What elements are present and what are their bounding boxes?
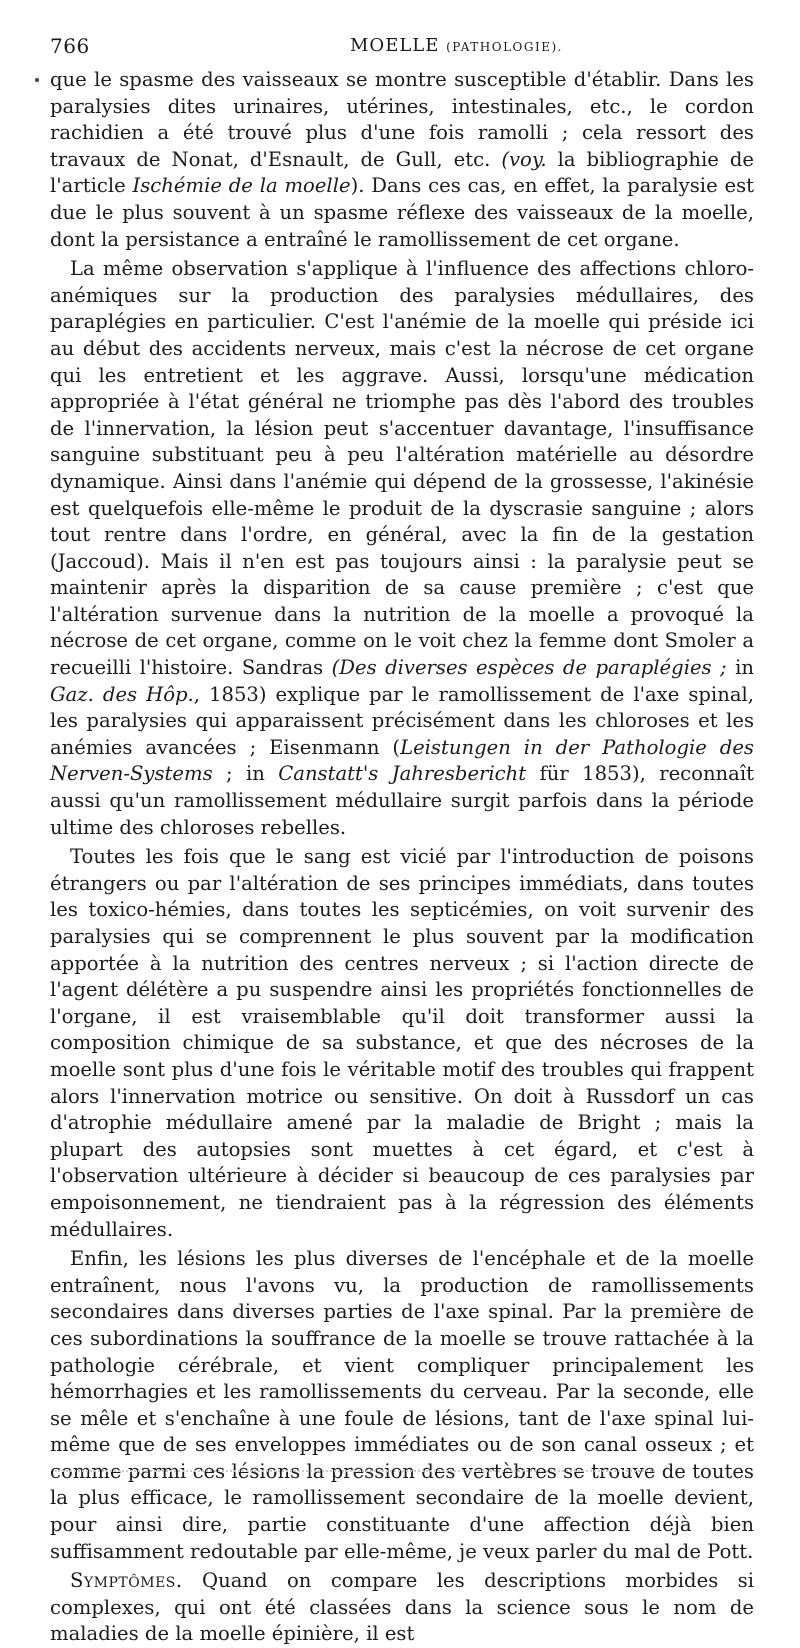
paragraph-2-ref-canstatt: Canstatt's Jahresbericht — [278, 762, 527, 786]
paragraph-1-text: que le spasme des vaisseaux se montre susceptible d'établir. Dans les paralysies dites urinaires, utérines, intestinales, etc., le cordon rachidien a été trouvé plus d'une fois ramolli ; cela ressort des travaux de Nonat, d'Esnault, de Gull, etc. — [50, 68, 754, 171]
page-number: 766 — [50, 34, 90, 58]
ink-speck — [35, 78, 39, 82]
paragraph-2-text-c: für 1853), reconnaît aussi qu'un ramollissement médullaire surgit parfois dans la période ultime des chloroses rebelles. — [50, 762, 755, 839]
running-subtitle: (PATHOLOGIE). — [446, 40, 563, 54]
paragraph-1-mid: la bibliographie de l'article — [50, 147, 754, 198]
paragraph-4: Enfin, les lésions les plus diverses de l'encéphale et de la moelle entraînent, nous l'avons vu, la production de ramollissements secondaires dans diverses parties de l'axe spinal. Par la première de ces subordinations la souffrance de la moelle se trouve rattachée à la pathologie cérébrale, et vient compliquer principalement les hémorrhagies et les ramollissements du cerveau. Par la seconde, elle se mêle et s'enchaîne à une foule de lésions, tant de l'axe spinal lui-même que de ses enveloppes immédiates ou de son canal osseux ; et comme parmi ces lésions la pression des vertèbres se trouve de toutes la plus efficace, le ramollissement secondaire de la moelle devient, pour ainsi dire, partie constituante d'une affection déjà bien suffisamment redoutable par elle-même, je veux parler du mal de Pott. — [50, 1247, 754, 1563]
paragraph-1-end: ). Dans ces cas, en effet, la paralysie est due le plus souvent à un spasme réflexe des vaisseaux de la moelle, dont la persistance a entraîné le ramollissement de cet organe. — [50, 174, 755, 251]
paragraph-2-in-2: ; in — [212, 762, 279, 786]
paragraph-5 — [50, 1568, 754, 1648]
paragraph-2-text-a: La même observation s'applique à l'influence des affections chloro-anémiques sur la production des paralysies médullaires, des paraplégies en particulier. C'est l'anémie de la moelle qui préside ici au début des accidents nerveux, mais c'est la nécrose de cet organe qui les entretient et les aggrave. Aussi, lorsqu'une médication appropriée à l'état général ne triomphe pas dès l'abord des troubles de l'innervation, la lésion peut s'accentuer davantage, l'insuffisance sanguine substituant peu à peu l'altération matérielle au désordre dynamique. Ainsi dans l'anémie qui dépend de la grossesse, l'akinésie est quelquefois elle-même le produit de la dyscrasie sanguine ; alors tout rentre dans l'ordre, en général, avec la fin de la gestation (Jaccoud). Mais il n'en est pas toujours ainsi : la paralysie peut se maintenir après la disparition de sa cause première ; c'est que l'altération survenue dans la nutrition de la moelle a provoqué la nécrose de cet organe, comme on le voit chez la femme dont Smoler a recueilli l'histoire. Sandras — [50, 257, 754, 680]
paragraph-2-ref-sandras: (Des diverses espèces de paraplégies ; — [331, 656, 727, 680]
running-title: MOELLE — [350, 35, 440, 56]
paragraph-5-text: Quand on compare les descriptions morbides si complexes, qui ont été classées dans la science sous le nom de maladies de la moelle épinière, il est — [50, 1569, 754, 1646]
paragraph-1 — [50, 67, 754, 253]
paragraph-2-in-1: in — [726, 656, 754, 680]
footer-rule — [55, 1470, 655, 1474]
paragraph-1-reference: Ischémie de la moelle — [132, 174, 351, 198]
paragraph-2-text-b: , 1853) explique par le ramollissement de l'axe spinal, les paralysies qui apparaissent précisément dans les chloroses et les anémies avancées ; Eisenmann ( — [50, 682, 754, 759]
paragraph-2-ref-eisenmann: Leistungen in der Pathologie des Nerven-Systems — [50, 735, 754, 786]
section-heading-symptomes: Symptômes. — [70, 1569, 183, 1593]
body-text — [50, 67, 754, 1648]
page-header — [50, 34, 762, 56]
paragraph-2-ref-gaz: Gaz. des Hôp. — [50, 682, 194, 706]
paragraph-3: Toutes les fois que le sang est vicié par l'introduction de poisons étrangers ou par l'altération de ses principes immédiats, dans toutes les toxico-hémies, dans toutes les septicémies, on voit survenir des paralysies qui se comprennent le plus souvent par la modification apportée à la nutrition des centres nerveux ; si l'action directe de l'agent délétère a pu suspendre ainsi les propriétés fonctionnelles de l'organe, il est vraisemblable qu'il doit transformer aussi la composition chimique de sa substance, et que des nécroses de la moelle sont plus d'une fois le véritable motif des troubles qui frappent alors l'innervation motrice ou sensitive. On doit à Russdorf un cas d'atrophie médullaire amené par la maladie de Bright ; mais la plupart des autopsies sont muettes à cet égard, et c'est à l'observation ultérieure à décider si beaucoup de ces paralysies par empoisonnement, ne tiendraient pas à la régression des éléments médullaires. — [50, 845, 754, 1241]
paragraph-1-voy: (voy. — [501, 147, 547, 171]
running-head — [350, 35, 563, 56]
paragraph-2 — [50, 256, 754, 841]
